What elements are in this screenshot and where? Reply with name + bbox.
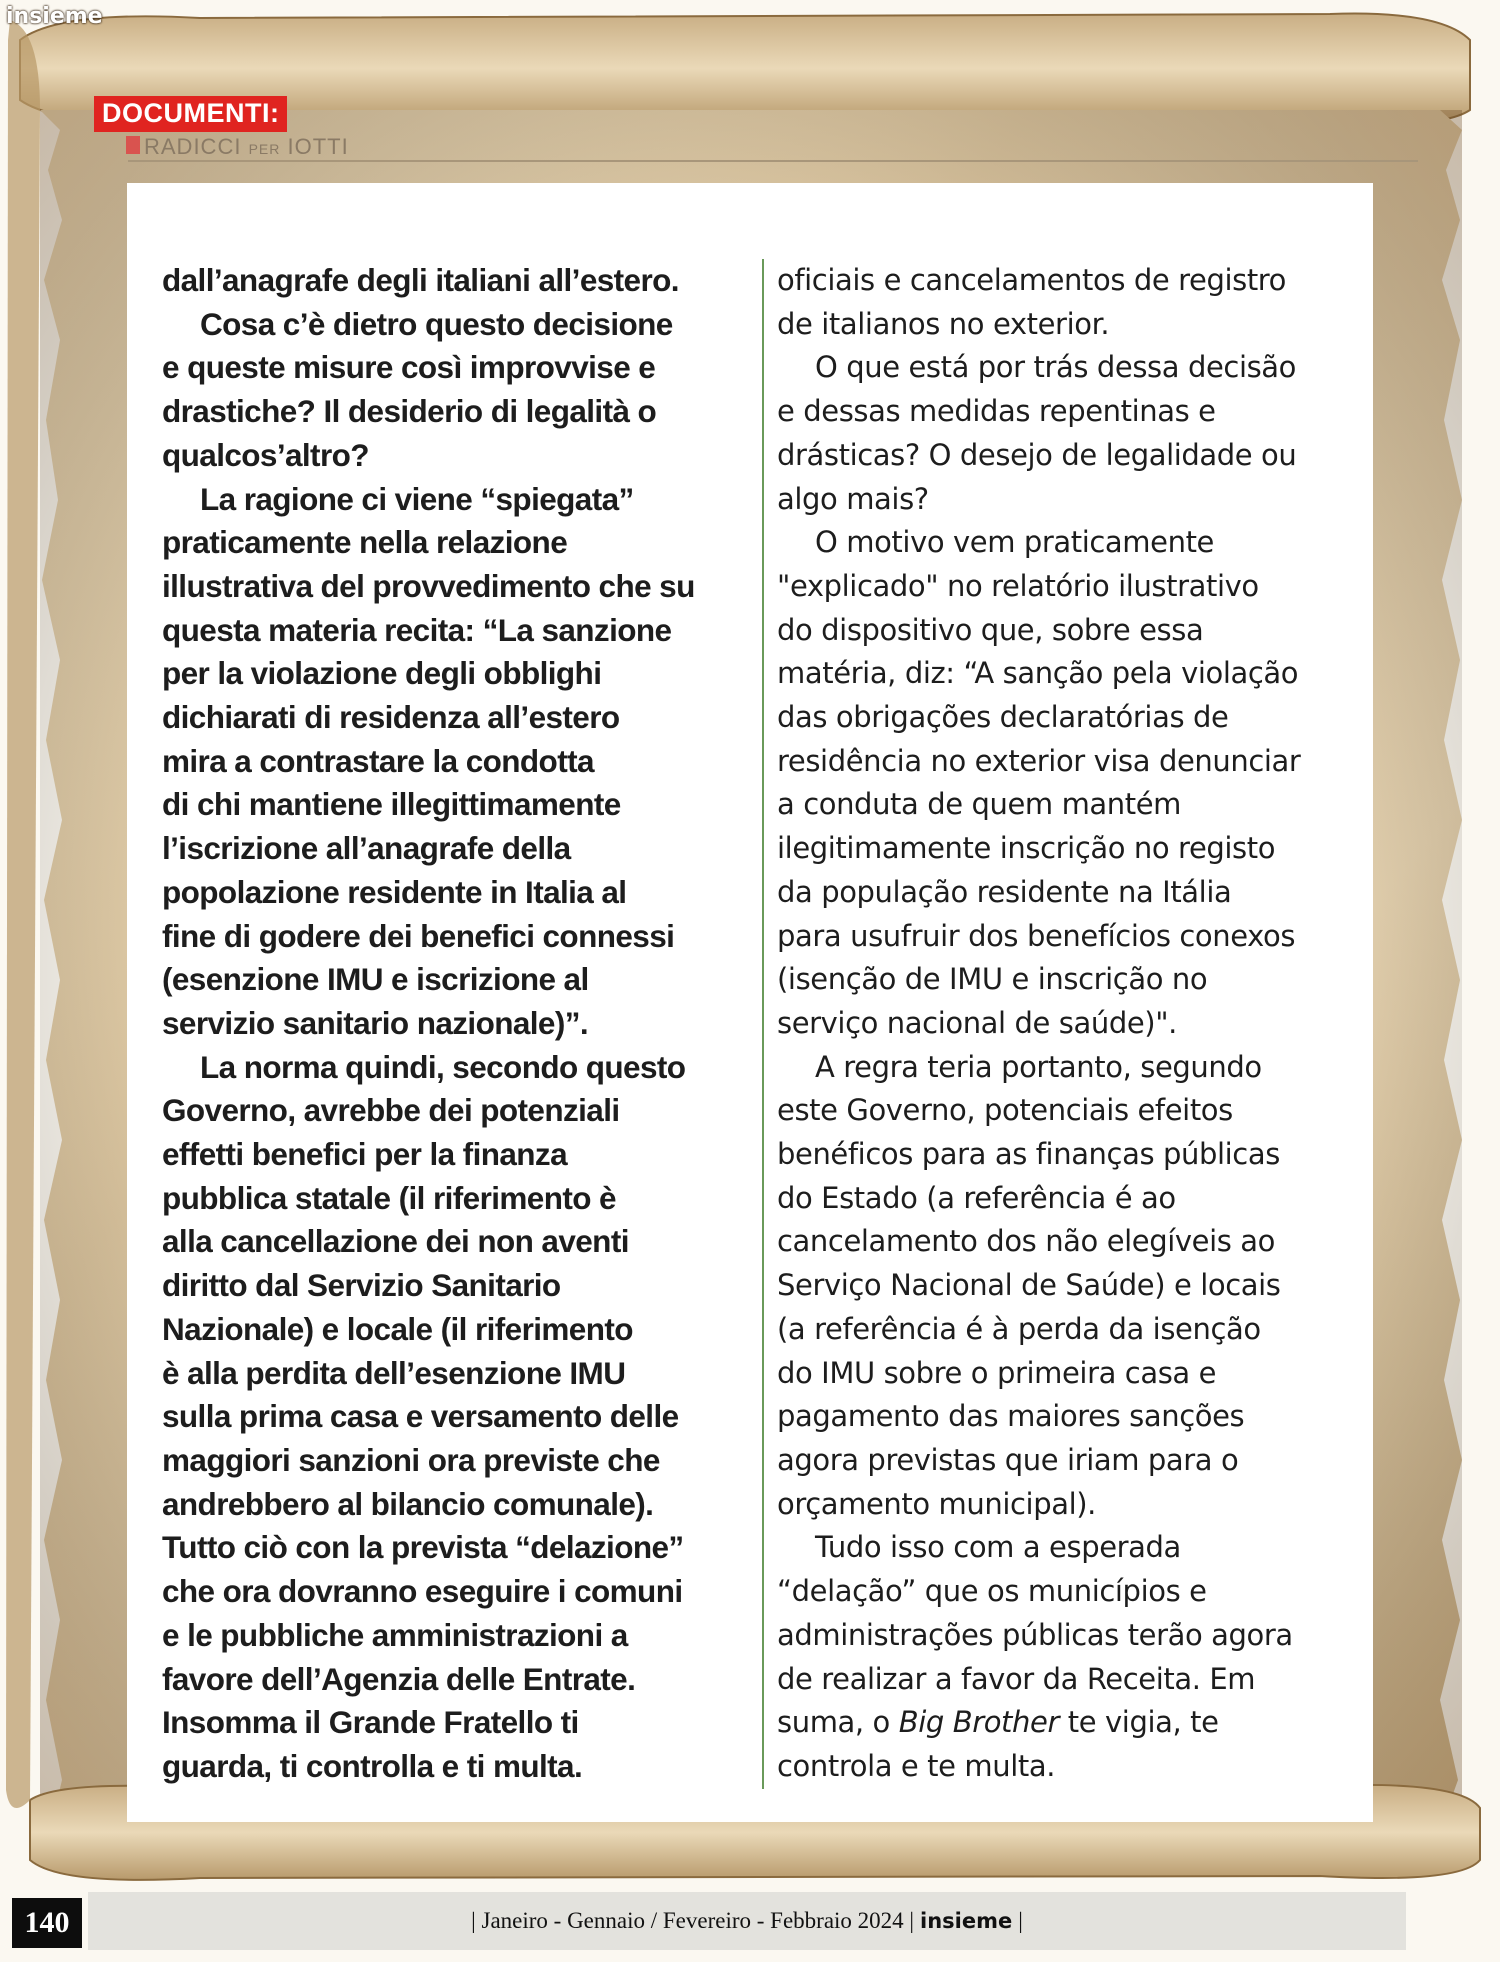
portuguese-line: ilegitimamente inscrição no registo [777, 831, 1276, 866]
portuguese-line: “delação” que os municípios e [777, 1574, 1207, 1609]
italian-line: mira a contrastare la condotta [162, 742, 594, 779]
italian-line: La norma quindi, secondo questo [200, 1048, 686, 1085]
portuguese-line: do Estado (a referência é ao [777, 1180, 1176, 1215]
italian-line: dichiarati di residenza all’estero [162, 699, 620, 736]
portuguese-line: de italianos no exterior. [777, 306, 1110, 341]
italian-line: è alla perdita dell’esenzione IMU [162, 1354, 626, 1391]
portuguese-line: e dessas medidas repentinas e [777, 394, 1216, 429]
portuguese-line: cancelamento dos não elegíveis ao [777, 1224, 1276, 1259]
italian-line: illustrativa del provvedimento che su [162, 567, 695, 604]
section-subtitle-small: PER [248, 141, 281, 156]
footer-text [88, 1892, 1406, 1950]
portuguese-line: do dispositivo que, sobre essa [777, 612, 1204, 647]
section-subtitle [128, 134, 349, 156]
italian-line: Nazionale) e locale (il riferimento [162, 1310, 633, 1347]
italian-line: sulla prima casa e versamento delle [162, 1398, 679, 1435]
portuguese-paragraph [777, 521, 1347, 1045]
column-divider [762, 259, 764, 1789]
italian-line: (esenzione IMU e iscrizione al [162, 961, 589, 998]
italian-column [162, 259, 732, 1789]
portuguese-line: serviço nacional de saúde)". [777, 1005, 1177, 1040]
portuguese-line: a conduta de quem mantém [777, 787, 1182, 822]
portuguese-column [777, 259, 1347, 1789]
portuguese-line: O motivo vem praticamente [815, 525, 1214, 560]
italian-line: guarda, ti controlla e ti multa. [162, 1747, 583, 1784]
italian-line: l’iscrizione all’anagrafe della [162, 830, 571, 867]
portuguese-line: pagamento das maiores sanções [777, 1399, 1245, 1434]
portuguese-line: Tudo isso com a esperada [815, 1530, 1181, 1565]
portuguese-line: (isenção de IMU e inscrição no [777, 962, 1208, 997]
italian-line: favore dell’Agenzia delle Entrate. [162, 1660, 636, 1697]
italian-paragraph [162, 1046, 732, 1789]
portuguese-line: (a referência é à perda da isenção [777, 1311, 1261, 1346]
portuguese-paragraph [777, 1046, 1347, 1527]
portuguese-line: O que está por trás dessa decisão [815, 350, 1297, 385]
italian-line: e queste misure così improvvise e [162, 349, 656, 386]
portuguese-line: administrações públicas terão agora [777, 1617, 1293, 1652]
italian-line: diritto dal Servizio Sanitario [162, 1267, 561, 1304]
italian-line: popolazione residente in Italia al [162, 873, 627, 910]
italian-line: andrebbero al bilancio comunale). [162, 1485, 654, 1522]
portuguese-paragraph [777, 346, 1347, 521]
italian-line: servizio sanitario nazionale)”. [162, 1004, 589, 1041]
portuguese-line: benéficos para as finanças públicas [777, 1137, 1280, 1172]
portuguese-paragraph [777, 259, 1347, 346]
italian-paragraph [162, 303, 732, 478]
italian-line: fine di godere dei benefici connessi [162, 917, 675, 954]
italian-line: La ragione ci viene “spiegata” [200, 480, 634, 517]
portuguese-line: drásticas? O desejo de legalidade ou [777, 437, 1297, 472]
section-subtitle-main: RADICCI [144, 134, 242, 156]
footer-separator: | [1018, 1908, 1023, 1933]
portuguese-line: controla e te multa. [777, 1748, 1056, 1783]
portuguese-line: Serviço Nacional de Saúde) e locais [777, 1268, 1281, 1303]
article-body [127, 183, 1373, 1822]
portuguese-text: suma, o [777, 1705, 899, 1740]
italian-line: pubblica statale (il riferimento è [162, 1179, 616, 1216]
big-brother-italic: Big Brother [898, 1705, 1059, 1740]
italian-line: Cosa c’è dietro questo decisione [200, 305, 673, 342]
italian-line: Governo, avrebbe dei potenziali [162, 1092, 620, 1129]
italian-line: maggiori sanzioni ora previste che [162, 1441, 660, 1478]
portuguese-line: orçamento municipal). [777, 1486, 1096, 1521]
italian-line: alla cancellazione dei non aventi [162, 1223, 629, 1260]
footer-issue-date: | Janeiro - Gennaio / Fevereiro - Febbraio 2024 | [471, 1908, 915, 1933]
portuguese-line [777, 1701, 1347, 1745]
italian-line: di chi mantiene illegittimamente [162, 786, 621, 823]
footer-brand: insieme [920, 1909, 1013, 1933]
italian-line: e le pubbliche amministrazioni a [162, 1616, 628, 1653]
header-rule [128, 160, 1418, 162]
portuguese-line: matéria, diz: “A sanção pela violação [777, 656, 1299, 691]
portuguese-line: agora previstas que iriam para o [777, 1442, 1239, 1477]
portuguese-line: oficiais e cancelamentos de registro [777, 263, 1287, 297]
section-tag: DOCUMENTI: [94, 96, 287, 132]
italian-line: Insomma il Grande Fratello ti [162, 1704, 579, 1741]
italian-line: per la violazione degli obblighi [162, 655, 602, 692]
portuguese-line: para usufruir dos benefícios conexos [777, 918, 1296, 953]
italian-line: effetti benefici per la finanza [162, 1136, 567, 1173]
italian-line: che ora dovranno eseguire i comuni [162, 1573, 683, 1610]
portuguese-line: do IMU sobre o primeira casa e [777, 1355, 1217, 1390]
portuguese-paragraph [777, 1526, 1347, 1788]
magazine-logo: insieme [6, 4, 103, 29]
italian-line: questa materia recita: “La sanzione [162, 611, 672, 648]
italian-paragraph [162, 478, 732, 1046]
italian-line: Tutto ciò con la prevista “delazione” [162, 1529, 684, 1566]
portuguese-line: A regra teria portanto, segundo [815, 1049, 1262, 1084]
italian-line: drastiche? Il desiderio di legalità o [162, 393, 657, 430]
italian-line: dall’anagrafe degli italiani all’estero. [162, 262, 679, 298]
portuguese-line: este Governo, potenciais efeitos [777, 1093, 1233, 1128]
portuguese-line: algo mais? [777, 481, 929, 516]
portuguese-line: residência no exterior visa denunciar [777, 743, 1301, 778]
italian-paragraph [162, 259, 732, 303]
page-number: 140 [12, 1898, 82, 1948]
portuguese-text: te vigia, te [1058, 1705, 1219, 1740]
portuguese-line: de realizar a favor da Receita. Em [777, 1661, 1256, 1696]
italian-line: praticamente nella relazione [162, 524, 568, 561]
portuguese-line: das obrigações declaratórias de [777, 700, 1229, 735]
portuguese-line: "explicado" no relatório ilustrativo [777, 568, 1259, 603]
portuguese-line: da população residente na Itália [777, 874, 1232, 909]
italian-line: qualcos’altro? [162, 436, 369, 473]
section-subtitle-end: IOTTI [287, 134, 349, 156]
